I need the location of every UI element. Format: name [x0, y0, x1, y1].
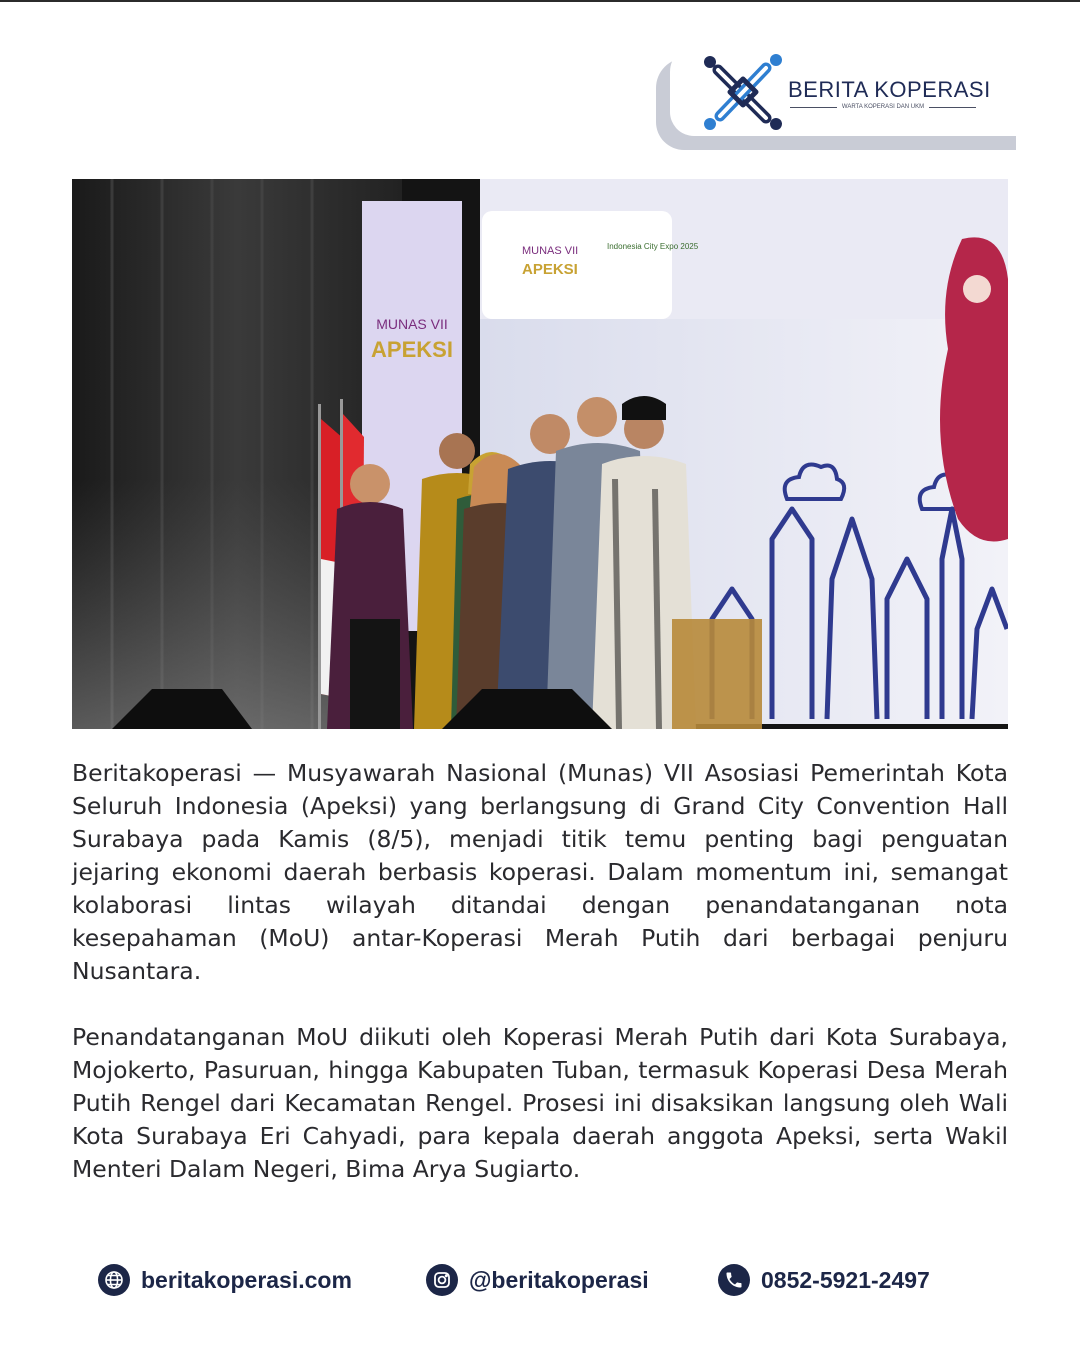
phone-label: 0852-5921-2497 [761, 1266, 930, 1293]
globe-icon [98, 1264, 130, 1296]
berita-koperasi-logo-mark [700, 50, 786, 136]
left-banner-line-1: MUNAS VII [376, 316, 448, 332]
brand-tagline [790, 102, 976, 112]
screen-text-2: APEKSI [522, 261, 578, 278]
contact-footer [96, 1262, 996, 1298]
article-body [72, 757, 1008, 1219]
brand-name: BERITA KOPERASI [788, 77, 991, 102]
website-contact[interactable] [98, 1262, 352, 1298]
instagram-icon [426, 1264, 458, 1296]
article-paragraph: Penandatanganan MoU diikuti oleh Koperasi Merah Putih dari Kota Surabaya, Mojokerto, Pasuruan, hingga Kabupaten Tuban, termasuk Koperasi Desa Merah Putih Rengel dari Kecamatan Rengel. Prosesi ini disaksikan langsung oleh Wali Kota Surabaya Eri Cahyadi, para kepala daerah anggota Apeksi, serta Wakil Menteri Dalam Negeri, Bima Arya Sugiarto. [72, 1023, 1008, 1183]
phone-contact[interactable] [718, 1262, 930, 1298]
phone-icon [718, 1264, 750, 1296]
screen-text-3: Indonesia City Expo 2025 [607, 242, 699, 251]
instagram-contact[interactable] [426, 1262, 649, 1298]
website-label: beritakoperasi.com [141, 1266, 352, 1293]
instagram-label: @beritakoperasi [469, 1266, 649, 1293]
top-border [0, 0, 1080, 2]
brand-tagline-text: WARTA KOPERASI DAN UKM [841, 104, 925, 110]
left-banner-line-2: APEKSI [371, 337, 453, 362]
article-paragraph: Beritakoperasi — Musyawarah Nasional (Munas) VII Asosiasi Pemerintah Kota Seluruh Indonesia (Apeksi) yang berlangsung di Grand City Convention Hall Surabaya pada Kamis (8/5), menjadi titik temu penting bagi penguatan jejaring ekonomi daerah berbasis koperasi. Dalam momentum ini, semangat kolaborasi lintas wilayah ditandai dengan penandatanganan nota kesepahaman (MoU) antar-Koperasi Merah Putih dari berbagai penjuru Nusantara. [72, 759, 1008, 985]
event-photo [72, 179, 1008, 729]
screen-text-1: MUNAS VII [522, 245, 579, 257]
